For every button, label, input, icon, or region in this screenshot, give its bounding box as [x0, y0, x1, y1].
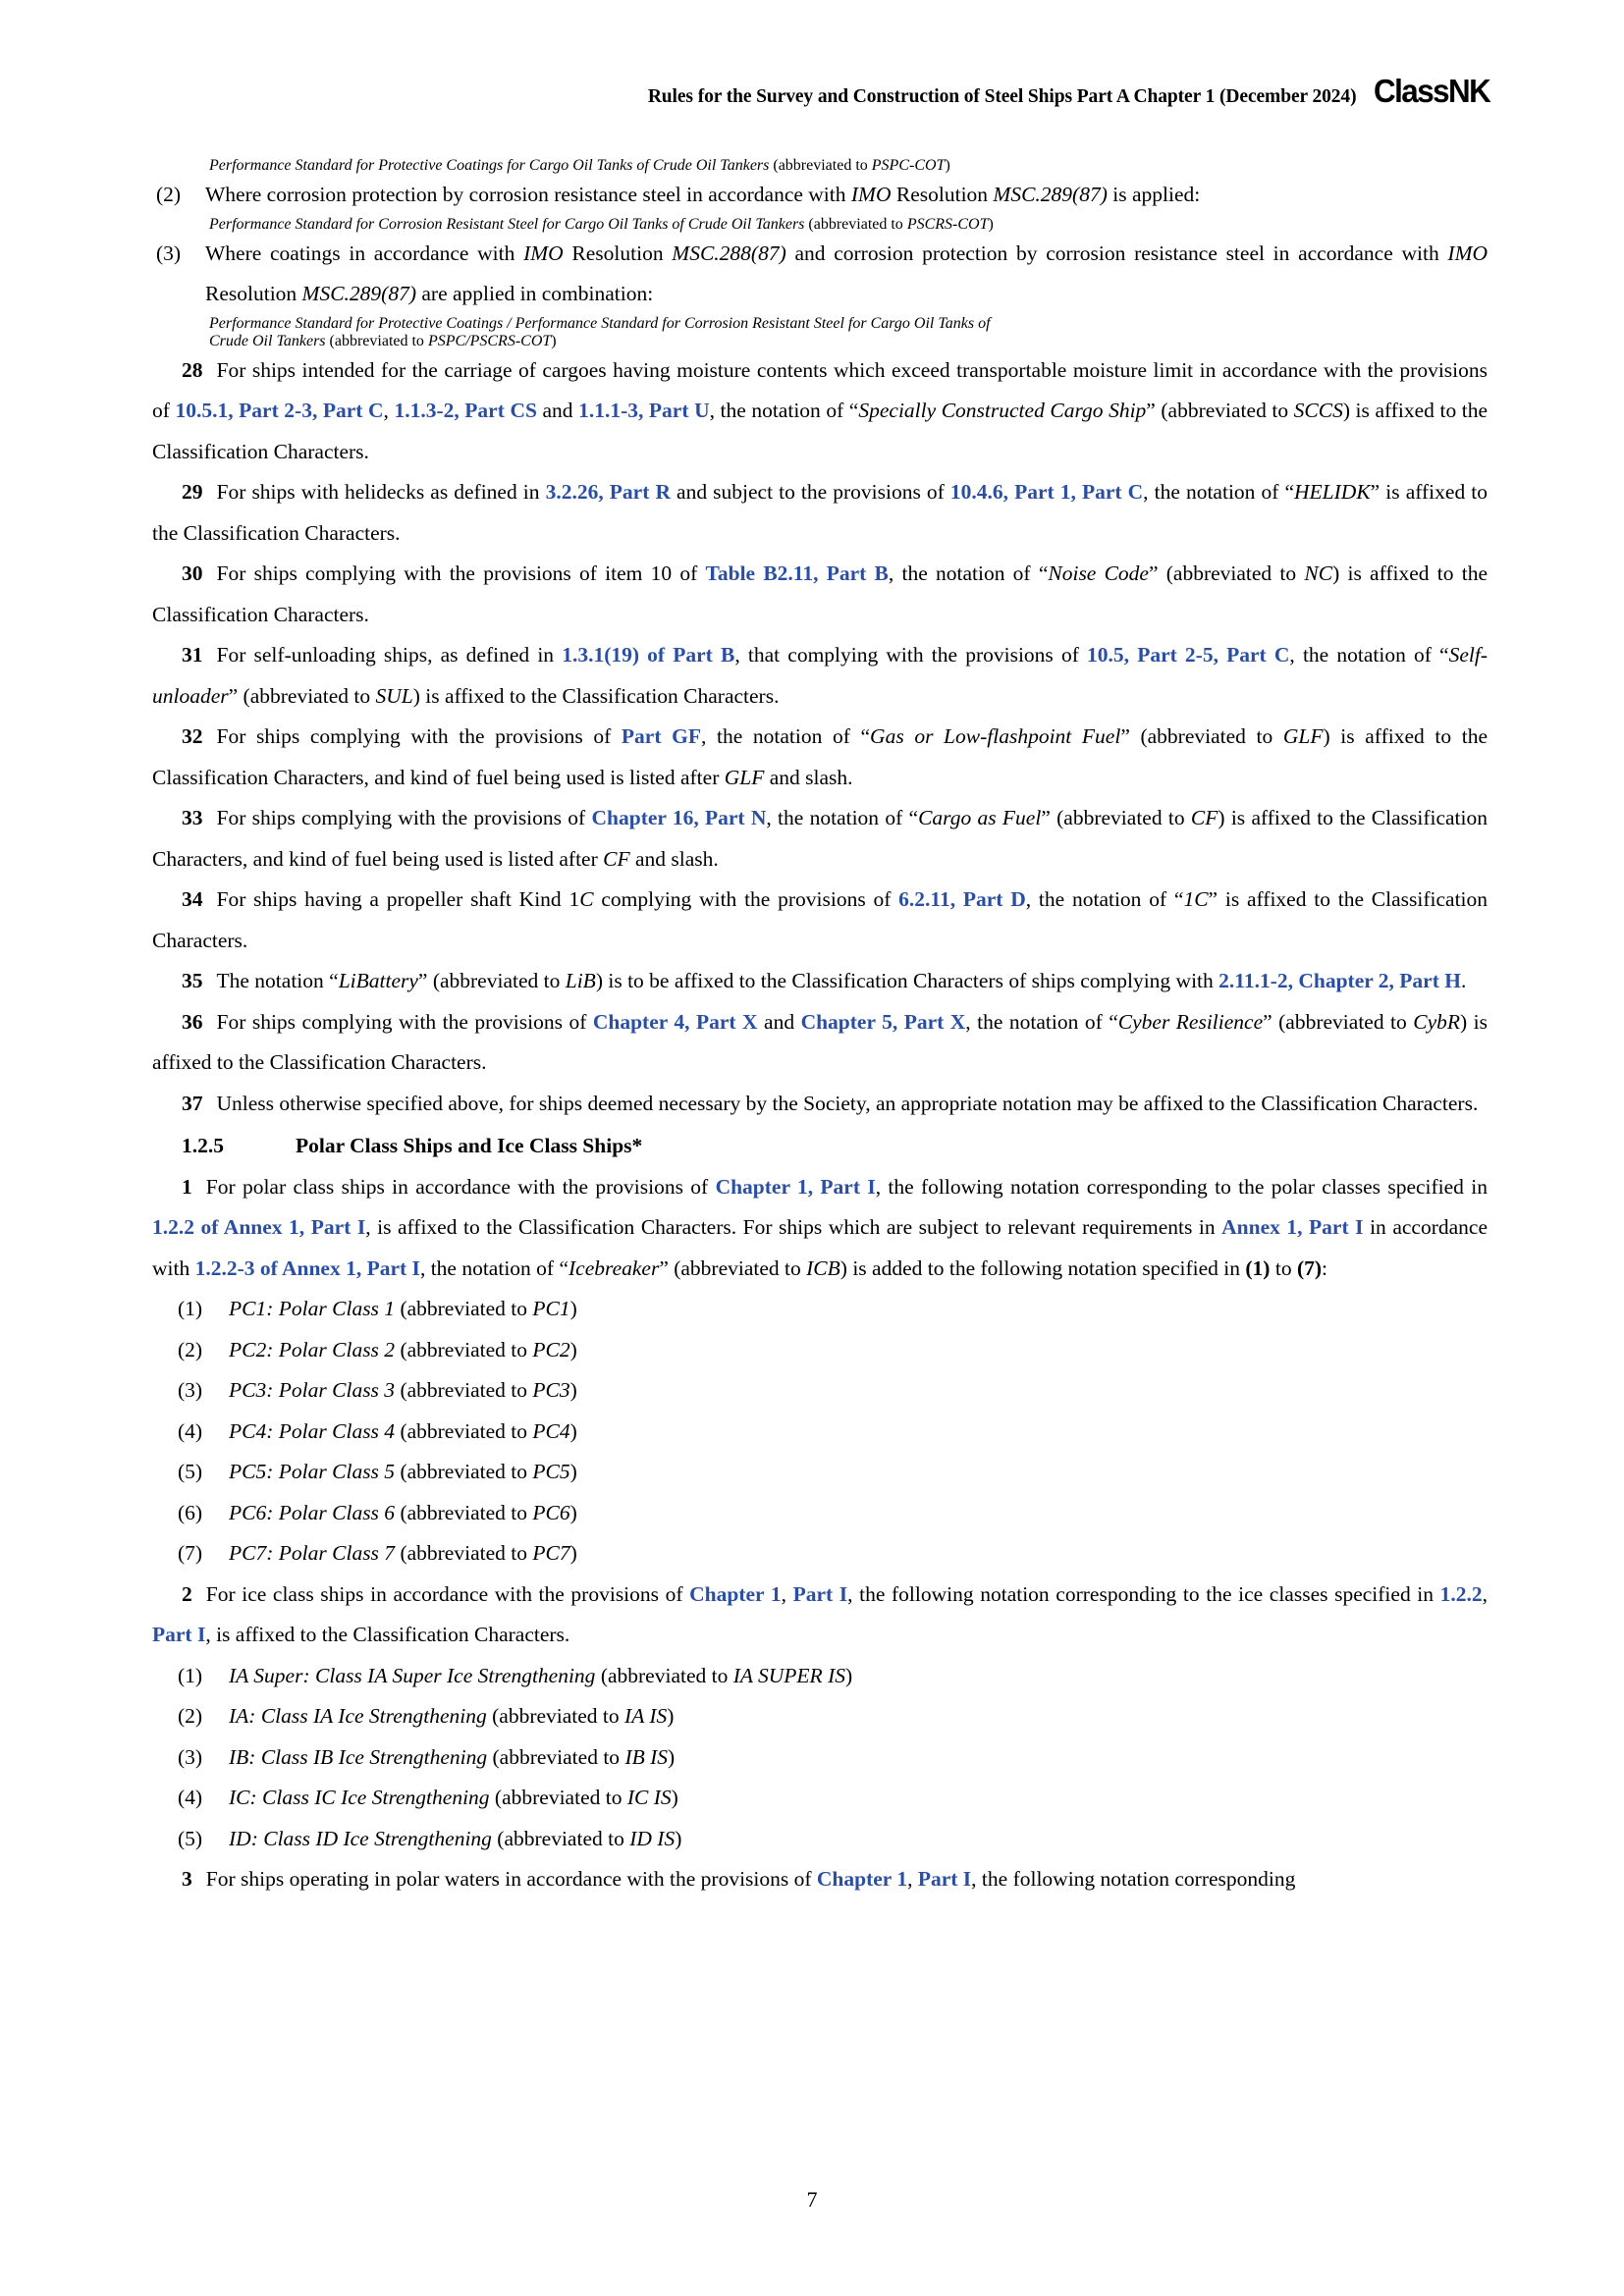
imo-italic: IMO: [850, 183, 892, 206]
paragraph-33: [152, 798, 1488, 880]
item-text: [205, 175, 1488, 216]
text-a: For self-unloading ships, as defined in: [216, 643, 563, 667]
abbrev-close: ): [551, 332, 557, 349]
item-text: [229, 1778, 678, 1819]
abbrev-open: (abbreviated to: [395, 1541, 533, 1565]
abbrev-italic: PC5: [532, 1460, 570, 1483]
abbrev-italic: ICB: [806, 1255, 840, 1280]
list-item-3: [152, 234, 1488, 315]
header-title: Rules for the Survey and Construction of Steel Ships Part A Chapter 1 (December 2024): [647, 86, 1357, 107]
item-marker: (2): [178, 1704, 203, 1728]
notation-italic: Cyber Resilience: [1117, 1009, 1264, 1034]
item-marker: (2): [178, 1337, 203, 1362]
abbrev-italic: CF: [1190, 806, 1218, 829]
text-b: ” (abbreviated to: [417, 969, 566, 992]
list-item: [178, 1412, 1488, 1453]
abbrev-close: ): [569, 1418, 577, 1443]
text-a: For ships complying with the provisions of: [216, 1009, 593, 1034]
abbrev-italic: PC6: [532, 1500, 570, 1524]
notation-italic: HELIDK: [1294, 480, 1371, 504]
text-d: ,: [1482, 1581, 1489, 1606]
text-a: For ships complying with the provisions of: [216, 724, 622, 748]
cross-ref-link[interactable]: 1.1.3-2, Part CS: [394, 399, 537, 422]
class-name-italic: Class IA Super Ice Strengthening: [315, 1663, 596, 1687]
abbrev-open: (abbreviated to: [395, 1297, 533, 1320]
abbrev-open: (abbreviated to: [491, 1826, 630, 1850]
class-code-italic: PC7: [229, 1541, 267, 1565]
item-text: [229, 1819, 681, 1860]
list-item: [178, 1656, 1488, 1697]
item-text: [229, 1330, 577, 1371]
class-name-italic: Class IB Ice Strengthening: [260, 1744, 488, 1769]
cross-ref-link[interactable]: Chapter 1, Part I: [715, 1174, 876, 1199]
abbrev-italic: LiB: [565, 969, 596, 992]
range-start-bold: (1): [1245, 1255, 1271, 1280]
text-c: , the following notation corresponding: [971, 1867, 1296, 1891]
cross-ref-link[interactable]: Chapter 16, Part N: [591, 806, 767, 829]
text-c: , the notation of “: [1289, 643, 1449, 667]
class-code-italic: IA: [229, 1704, 249, 1728]
cross-ref-link[interactable]: 1.2.2: [1439, 1581, 1483, 1606]
cross-ref-link[interactable]: Part I: [917, 1867, 972, 1891]
class-name-italic: Polar Class 2: [278, 1337, 396, 1362]
class-code-italic: PC2: [229, 1337, 267, 1362]
colon-separator: :: [266, 1500, 279, 1524]
list-item: [178, 1330, 1488, 1371]
abbrev-close: ): [671, 1786, 678, 1809]
abbrev-open: (abbreviated to: [769, 157, 872, 174]
class-code-italic: PC1: [229, 1297, 267, 1320]
abbrev-italic: PC1: [532, 1297, 570, 1320]
colon-separator: :: [250, 1826, 264, 1850]
ice-class-list: [152, 1656, 1488, 1860]
text-a: The notation “: [216, 969, 339, 992]
colon-separator: :: [266, 1337, 279, 1362]
item-marker: (2): [156, 183, 182, 206]
cross-ref-link[interactable]: 10.5, Part 2-5, Part C: [1087, 643, 1290, 667]
text-i: :: [1322, 1255, 1328, 1280]
standard-name-pspc-pscrs-cot-line2: [209, 333, 1488, 350]
standard-name-pspc-cot: [209, 157, 1488, 175]
text-e: , the notation of “: [419, 1255, 568, 1280]
class-code-italic: IA Super: [229, 1663, 303, 1687]
item-marker: (7): [178, 1541, 203, 1565]
text-b: , the notation of “: [1025, 887, 1184, 911]
paragraph-number: 1: [182, 1174, 192, 1199]
paragraph-number: 34: [182, 887, 203, 911]
kind-italic: C: [579, 887, 594, 911]
class-name-italic: Polar Class 4: [278, 1418, 396, 1443]
abbrev-italic: PC7: [532, 1541, 570, 1565]
abbrev-value: PSPC-COT: [871, 157, 946, 174]
text-a2: complying with the provisions of: [593, 887, 899, 911]
item-marker: (4): [178, 1418, 203, 1443]
class-name-italic: Polar Class 3: [278, 1378, 396, 1402]
abbrev-value: PSCRS-COT: [906, 215, 989, 233]
paragraph-28: [152, 350, 1488, 473]
cross-ref-link[interactable]: Annex 1, Part I: [1221, 1215, 1364, 1239]
abbrev-open: (abbreviated to: [804, 215, 907, 233]
cross-ref-link[interactable]: Chapter 4, Part X: [592, 1009, 758, 1034]
notation-italic: Specially Constructed Cargo Ship: [858, 399, 1147, 422]
class-name-italic: Polar Class 1: [278, 1297, 396, 1320]
abbrev-italic: PC2: [532, 1337, 570, 1362]
colon-separator: :: [266, 1378, 279, 1402]
abbrev-italic: SCCS: [1293, 399, 1343, 422]
abbrev-close: ): [569, 1337, 577, 1362]
abbrev-open: (abbreviated to: [486, 1704, 625, 1728]
abbrev-italic: IA IS: [624, 1704, 668, 1728]
text-e: , is affixed to the Classification Characters.: [205, 1623, 570, 1646]
colon-separator: :: [248, 1744, 261, 1769]
notation-italic: Noise Code: [1048, 561, 1149, 585]
page-header: [152, 75, 1496, 114]
section-heading-125: [182, 1126, 1488, 1167]
abbrev-italic: IB IS: [624, 1744, 669, 1769]
paragraph-34: [152, 880, 1488, 961]
cross-ref-link[interactable]: 3.2.26, Part R: [545, 480, 671, 504]
standard-title-italic: Performance Standard for Corrosion Resistant Steel for Cargo Oil Tanks of Crude Oil Tankers: [209, 215, 805, 233]
abbrev-close: ): [569, 1378, 577, 1402]
cross-ref-link[interactable]: Part GF: [621, 724, 701, 748]
text-b: , that complying with the provisions of: [734, 643, 1088, 667]
text-c: and: [536, 399, 579, 422]
class-name-italic: Polar Class 7: [278, 1541, 396, 1565]
text-b: , the notation of “: [888, 561, 1049, 585]
class-name-italic: Polar Class 6: [278, 1500, 396, 1524]
standard-name-pspc-pscrs-cot-line1: [209, 315, 1488, 333]
item-marker: (3): [178, 1744, 203, 1769]
cross-ref-link[interactable]: Chapter 1: [816, 1867, 908, 1891]
class-name-italic: Class IC Ice Strengthening: [262, 1786, 490, 1809]
notation-italic: Self-unloader: [152, 643, 1489, 708]
colon-separator: :: [266, 1297, 279, 1320]
polar-class-list: [152, 1289, 1488, 1575]
item-text: [229, 1493, 577, 1534]
classnk-logo: ClassNK: [1374, 73, 1490, 109]
standard-title-italic: Performance Standard for Protective Coatings / Performance Standard for Corrosion Resistant Steel for Cargo Oil Tanks of: [209, 314, 991, 332]
document-body: [152, 157, 1488, 1900]
cross-ref-link[interactable]: Chapter 5, Part X: [800, 1009, 966, 1034]
item-text-a: Where corrosion protection by corrosion resistance steel in accordance with: [205, 183, 851, 206]
paragraph-number: 3: [182, 1867, 192, 1891]
abbrev-italic: SUL: [375, 683, 413, 708]
abbrev-close: ): [569, 1460, 577, 1483]
notation-italic: LiBattery: [338, 969, 418, 992]
text-f: ) is affixed to the Classification Characters.: [152, 399, 1489, 463]
item-text: [229, 1737, 675, 1779]
paragraph-37: [152, 1084, 1488, 1125]
item-text-b: Resolution: [891, 183, 994, 206]
text-c: ” is affixed to the Classification Characters.: [152, 887, 1489, 952]
text-c: , is affixed to the Classification Characters. For ships which are subject to relevant requirements in: [365, 1215, 1222, 1239]
text-f: ” (abbreviated to: [659, 1255, 807, 1280]
class-name-italic: Class ID Ice Strengthening: [263, 1826, 492, 1850]
text-a: For ships complying with the provisions of: [216, 806, 592, 829]
text-a: For ships operating in polar waters in accordance with the provisions of: [205, 1867, 817, 1891]
cross-ref-link[interactable]: Part I: [152, 1623, 206, 1646]
item-marker: (6): [178, 1500, 203, 1524]
paragraph-30: [152, 554, 1488, 635]
item-marker: (5): [178, 1460, 203, 1483]
text-b: ,: [781, 1581, 793, 1606]
colon-separator: :: [266, 1541, 279, 1565]
text-b: , the notation of “: [700, 724, 871, 748]
text-e: and slash.: [764, 765, 853, 789]
item-marker: (5): [178, 1826, 203, 1850]
colon-separator: :: [266, 1418, 279, 1443]
item-text-d: Resolution: [205, 282, 302, 305]
paragraph-number: 30: [182, 561, 203, 585]
text-c: ” (abbreviated to: [1041, 806, 1191, 829]
class-code-italic: PC4: [229, 1418, 267, 1443]
item-marker: (3): [178, 1378, 203, 1402]
item-text: [229, 1696, 674, 1737]
abbrev-open: (abbreviated to: [395, 1418, 533, 1443]
abbrev-open: (abbreviated to: [325, 332, 428, 349]
abbrev-open: (abbreviated to: [395, 1500, 533, 1524]
item-text-e: are applied in combination:: [416, 282, 654, 305]
abbrev-italic: NC: [1304, 561, 1333, 585]
item-text: [229, 1533, 577, 1575]
cross-ref-link[interactable]: Part I: [792, 1581, 848, 1606]
standard-title-italic-2: Crude Oil Tankers: [209, 332, 326, 349]
text-c: ” (abbreviated to: [1148, 561, 1305, 585]
paragraph-36: [152, 1002, 1488, 1084]
item-text-b: Resolution: [563, 240, 673, 265]
abbrev-close: ): [667, 1704, 675, 1728]
text-b: and: [757, 1009, 801, 1034]
abbrev-value: PSPC/PSCRS-COT: [427, 332, 552, 349]
colon-separator: :: [266, 1460, 279, 1483]
notation-italic: Gas or Low-flashpoint Fuel: [870, 724, 1121, 748]
paragraph-number: 37: [182, 1091, 203, 1115]
paragraph-number: 31: [182, 643, 203, 667]
text-d: .: [1460, 969, 1467, 992]
paragraph-number: 28: [182, 357, 203, 382]
notation-italic: Cargo as Fuel: [918, 806, 1042, 829]
cross-ref-link[interactable]: 1.2.2 of Annex 1, Part I: [152, 1215, 366, 1239]
notation-italic: 1C: [1183, 887, 1209, 911]
text-c: ” (abbreviated to: [1120, 724, 1283, 748]
text-b: , the notation of “: [766, 806, 919, 829]
abbrev-close: ): [844, 1663, 853, 1687]
cross-ref-link[interactable]: 2.11.1-2, Chapter 2, Part H: [1218, 969, 1461, 992]
item-text: [229, 1656, 852, 1697]
class-code-italic: ID: [229, 1826, 251, 1850]
text-a: For ships with helidecks as defined in: [216, 480, 546, 504]
paragraph-number: 29: [182, 480, 203, 504]
class-code-italic: PC6: [229, 1500, 267, 1524]
abbrev-italic-2: CF: [603, 846, 630, 871]
item-text: [229, 1412, 577, 1453]
abbrev-italic-2: GLF: [724, 765, 765, 789]
abbrev-italic: CybR: [1413, 1009, 1461, 1034]
text-d: ” (abbreviated to: [1263, 1009, 1414, 1034]
text-d: in accordance with: [152, 1215, 1489, 1280]
list-item: [178, 1737, 1488, 1779]
range-end-bold: (7): [1296, 1255, 1323, 1280]
text-d: ) is affixed to the Classification Characters, and kind of fuel being used is listed after: [152, 724, 1488, 789]
class-code-italic: PC5: [229, 1460, 267, 1483]
item-text: [205, 234, 1488, 315]
abbrev-close: ): [569, 1541, 577, 1565]
list-item-2: [152, 175, 1488, 216]
text-e: ) is affixed to the Classification Characters.: [412, 683, 780, 708]
list-item: [178, 1452, 1488, 1493]
item-marker: (4): [178, 1786, 203, 1809]
text-c: , the notation of “: [965, 1009, 1118, 1034]
text-c: ) is to be affixed to the Classification Characters of ships complying with: [595, 969, 1219, 992]
text-b: ,: [907, 1867, 918, 1891]
class-name-italic: Polar Class 5: [278, 1460, 396, 1483]
text-b: , the following notation corresponding to the polar classes specified in: [875, 1174, 1488, 1199]
text-d: ” is affixed to the Classification Characters.: [152, 480, 1488, 545]
text-d: ) is affixed to the Classification Characters.: [152, 561, 1488, 626]
abbrev-close: ): [675, 1826, 682, 1850]
standard-name-pscrs-cot: [209, 216, 1488, 234]
abbrev-italic: IC IS: [626, 1786, 672, 1809]
list-item: [178, 1533, 1488, 1575]
cross-ref-link[interactable]: 1.1.1-3, Part U: [578, 399, 710, 422]
notation-italic: Icebreaker: [568, 1255, 660, 1280]
cross-ref-link[interactable]: 6.2.11, Part D: [898, 887, 1026, 911]
paragraph-number: 35: [182, 969, 203, 992]
class-code-italic: IC: [229, 1786, 250, 1809]
item-marker: (1): [178, 1297, 203, 1320]
paragraph-number: 32: [182, 724, 203, 748]
cross-ref-link[interactable]: Table B2.11, Part B: [705, 561, 889, 585]
item-text: [229, 1370, 577, 1412]
list-item: [178, 1493, 1488, 1534]
abbrev-italic: GLF: [1282, 724, 1324, 748]
item-text-c: and corrosion protection by corrosion resistance steel in accordance with: [785, 240, 1448, 265]
abbrev-open: (abbreviated to: [595, 1663, 733, 1687]
section125-paragraph-1: [152, 1167, 1488, 1290]
abbrev-open: (abbreviated to: [487, 1744, 625, 1769]
class-code-italic: IB: [229, 1744, 249, 1769]
item-text: [229, 1452, 577, 1493]
section125-paragraph-3: [152, 1859, 1488, 1900]
cross-ref-link[interactable]: 10.5.1, Part 2-3, Part C: [175, 399, 384, 422]
text-b: and subject to the provisions of: [670, 480, 950, 504]
item-text-c: is applied:: [1107, 183, 1201, 206]
text-a: For ships having a propeller shaft Kind 1: [216, 887, 580, 911]
list-item: [178, 1696, 1488, 1737]
imo-italic-2: IMO: [1447, 240, 1489, 265]
text-a: Unless otherwise specified above, for ships deemed necessary by the Society, an appropriate notation may be affixed to the Classification Characters.: [216, 1091, 1479, 1115]
section125-paragraph-2: [152, 1575, 1488, 1656]
section-number: 1.2.5: [182, 1134, 224, 1157]
text-e: ” (abbreviated to: [1146, 399, 1294, 422]
text-d: , the notation of “: [709, 399, 859, 422]
class-name-italic: Class IA Ice Strengthening: [260, 1704, 487, 1728]
cross-ref-link[interactable]: Chapter 1: [689, 1581, 782, 1606]
class-code-italic: PC3: [229, 1378, 267, 1402]
page-number: 7: [806, 2187, 818, 2212]
item-marker: (1): [178, 1663, 203, 1687]
paragraph-31: [152, 635, 1488, 717]
text-a: For polar class ships in accordance with the provisions of: [205, 1174, 716, 1199]
text-d: ” (abbreviated to: [228, 683, 376, 708]
list-item: [178, 1289, 1488, 1330]
colon-separator: :: [249, 1786, 263, 1809]
list-item: [178, 1778, 1488, 1819]
text-e: and slash.: [629, 846, 719, 871]
cross-ref-link[interactable]: 1.3.1(19) of Part B: [562, 643, 735, 667]
text-a: For ice class ships in accordance with the provisions of: [205, 1581, 690, 1606]
item-text: [229, 1289, 577, 1330]
abbrev-italic: PC3: [532, 1378, 570, 1402]
standard-title-italic: Performance Standard for Protective Coatings for Cargo Oil Tanks of Crude Oil Tankers: [209, 157, 770, 174]
text-d: ) is affixed to the Classification Characters, and kind of fuel being used is listed after: [152, 806, 1488, 871]
abbrev-italic: PC4: [532, 1418, 570, 1443]
text-c: , the notation of “: [1143, 480, 1295, 504]
abbrev-close: ): [569, 1500, 577, 1524]
text-g: ) is added to the following notation specified in: [839, 1255, 1246, 1280]
text-b: ,: [383, 399, 395, 422]
text-c: , the following notation corresponding to the ice classes specified in: [847, 1581, 1440, 1606]
colon-separator: :: [248, 1704, 261, 1728]
abbrev-close: ): [569, 1297, 577, 1320]
section-title: Polar Class Ships and Ice Class Ships*: [296, 1134, 643, 1157]
abbrev-open: (abbreviated to: [395, 1460, 533, 1483]
cross-ref-link[interactable]: 1.2.2-3 of Annex 1, Part I: [194, 1255, 420, 1280]
abbrev-italic: ID IS: [629, 1826, 676, 1850]
abbrev-close: ): [988, 215, 994, 233]
abbrev-close: ): [668, 1744, 676, 1769]
msc-ref-italic: MSC.289(87): [993, 183, 1108, 206]
paragraph-32: [152, 717, 1488, 798]
msc-ref-italic: MSC.288(87): [672, 240, 786, 265]
text-h: to: [1270, 1255, 1297, 1280]
item-marker: (3): [156, 240, 182, 265]
paragraph-29: [152, 472, 1488, 554]
abbrev-close: ): [945, 157, 950, 174]
list-item: [178, 1370, 1488, 1412]
text-a: For ships intended for the carriage of cargoes having moisture contents which exceed transportable moisture limit in accordance with the provisions of: [152, 357, 1488, 422]
list-item: [178, 1819, 1488, 1860]
item-text-a: Where coatings in accordance with: [205, 240, 524, 265]
msc-ref-italic-2: MSC.289(87): [301, 282, 416, 305]
colon-separator: :: [302, 1663, 315, 1687]
text-e: ) is affixed to the Classification Characters.: [152, 1009, 1489, 1074]
paragraph-35: [152, 961, 1488, 1002]
paragraph-number: 2: [182, 1581, 192, 1606]
abbrev-open: (abbreviated to: [489, 1786, 627, 1809]
imo-italic: IMO: [523, 240, 564, 265]
paragraph-number: 36: [182, 1009, 203, 1034]
paragraph-number: 33: [182, 806, 203, 829]
text-a: For ships complying with the provisions of item 10 of: [216, 561, 706, 585]
cross-ref-link[interactable]: 10.4.6, Part 1, Part C: [949, 480, 1144, 504]
abbrev-italic: IA SUPER IS: [732, 1663, 845, 1687]
abbrev-open: (abbreviated to: [395, 1337, 533, 1362]
abbrev-open: (abbreviated to: [395, 1378, 533, 1402]
